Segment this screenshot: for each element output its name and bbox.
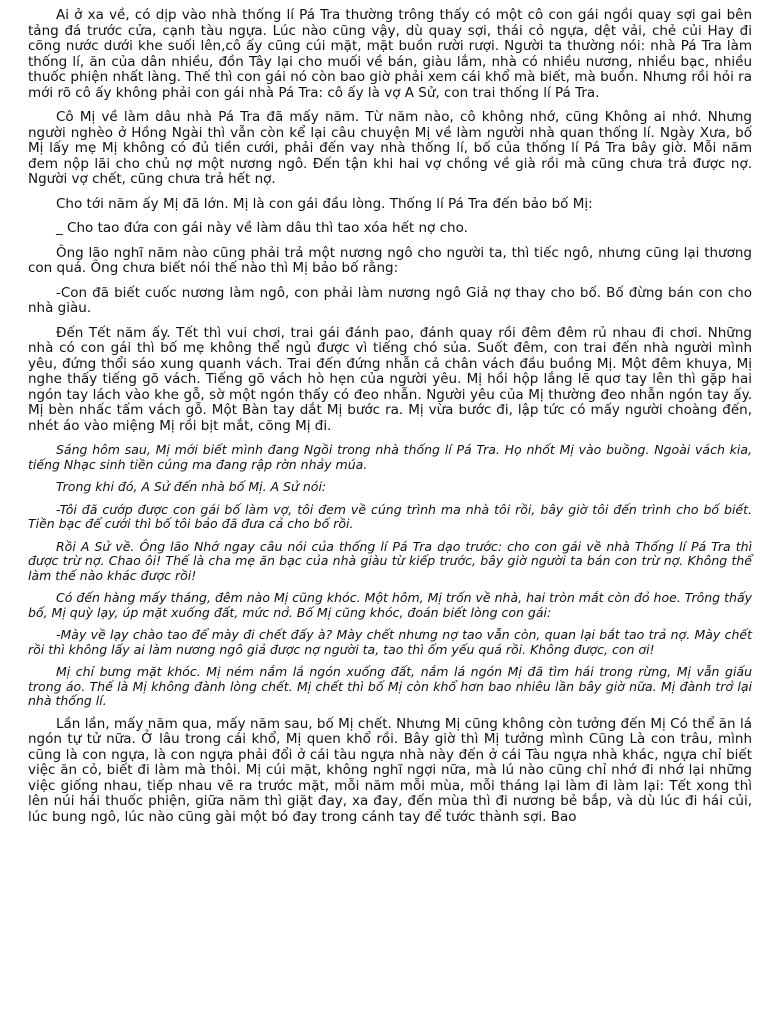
paragraph: Ai ở xa về, có dịp vào nhà thống lí Pá Tra thường trông thấy có một cô con gái ngồi quay sợi gai bên tảng đá trước cửa, cạnh tàu ngựa. Lúc nào cũng vậy, dù quay sợi, thái cỏ ngựa, dệt vải, chẻ củi Hay đi cõng nước dưới khe suối lên,cô ấy cũng cúi mặt, mặt buồn rười rượi. Người ta thường nói: nhà Pá Tra làm thống lí, ăn của dân nhiều, đồn Tây lại cho muối về bán, giàu lắm, nhà có nhiều nương, nhiều bạc, nhiều thuốc phiện nhất làng. Thế thì con gái nó còn bao giờ phải xem cái khổ mà biết, mà buồn. Nhưng rồi hỏi ra mới rõ cô ấy không phải con gái nhà Pá Tra: cô ấy là vợ A Sử, con trai thống lí Pá Tra.	[28, 7, 752, 101]
italic-paragraph: -Mày về lạy chào tao để mày đi chết đấy à? Mày chết nhưng nợ tao vẫn còn, quan lại bắt tao trả nợ. Mày chết rồi thì không lấy ai làm nương ngô giả được nợ người ta, tao thì ốm yếu quá rồi. Không được, con ơi!	[28, 627, 752, 657]
paragraph: -Con đã biết cuốc nương làm ngô, con phải làm nương ngô Giả nợ thay cho bố. Bố đừng bán con cho nhà giàu.	[28, 284, 752, 316]
italic-paragraph: -Tôi đã cướp được con gái bố làm vợ, tôi đem về cúng trình ma nhà tôi rồi, bây giờ tôi đến trình cho bố biết. Tiền bạc để cưới thì bố tôi bảo đã đưa cả cho bố rồi.	[28, 501, 752, 531]
paragraph: Cô Mị về làm dâu nhà Pá Tra đã mấy năm. Từ năm nào, cô không nhớ, cũng Không ai nhớ. Nhưng người nghèo ở Hồng Ngài thì vẫn còn kể lại câu chuyện Mị về làm người nhà quan thống lí. Ngày Xưa, bố Mị lấy mẹ Mị không có đủ tiền cưới, phải đến vay nhà thống lí, bố của thống lí Pá Tra bây giờ. Mỗi năm đem nộp lãi cho chủ nợ một nương ngô. Đến tận khi hai vợ chồng về già rồi mà cũng chưa trả được nợ. Người vợ chết, cũng chưa trả hết nợ.	[28, 109, 752, 187]
paragraph: _ Cho tao đứa con gái này về làm dâu thì tao xóa hết nợ cho.	[56, 220, 468, 236]
italic-paragraph: Trong khi đó, A Sử đến nhà bố Mị. A Sử nói:	[56, 479, 327, 494]
italic-paragraph: Mị chỉ bưng mặt khóc. Mị ném nắm lá ngón xuống đất, nắm lá ngón Mị đã tìm hái trong rừng, Mị vẫn giấu trong áo. Thế là Mị không đành lòng chết. Mị chết thì bố Mị còn khổ hơn bao nhiêu lần bây giờ nữa. Mị đành trở lại nhà thống lí.	[28, 664, 752, 708]
italic-paragraph: Sáng hôm sau, Mị mới biết mình đang Ngồi trong nhà thống lí Pá Tra. Họ nhốt Mị vào buồng. Ngoài vách kia, tiếng Nhạc sinh tiền cúng ma đang rập rờn nhảy múa.	[28, 442, 752, 472]
italic-paragraph: Có đến hàng mấy tháng, đêm nào Mị cũng khóc. Một hôm, Mị trốn về nhà, hai tròn mắt còn đỏ hoe. Trông thấy bố, Mị quỳ lạy, úp mặt xuống đất, mức nở. Bố Mị cũng khóc, đoán biết lòng con gái:	[28, 590, 752, 620]
paragraph: Ông lão nghĩ năm nào cũng phải trả một nương ngô cho người ta, thì tiếc ngô, nhưng cũng lại thương con quá. Ông chưa biết nói thế nào thì Mị bảo bố rằng:	[28, 244, 752, 276]
paragraph: Cho tới năm ấy Mị đã lớn. Mị là con gái đầu lòng. Thống lí Pá Tra đến bảo bố Mị:	[56, 195, 593, 212]
italic-paragraph: Rồi A Sử về. Ông lão Nhớ ngay câu nói của thống lí Pá Tra dạo trước: cho con gái về nhà Thống lí Pá Tra thì được trừ nợ. Chao ôi! Thế là cha mẹ ăn bạc của nhà giàu từ kiếp trước, bây giờ người ta bán con trừ nợ. Không thể làm thế nào khác được rồi!	[28, 538, 752, 583]
paragraph: Đến Tết năm ấy. Tết thì vui chơi, trai gái đánh pao, đánh quay rồi đêm đêm rủ nhau đi chơi. Những nhà có con gái thì bố mẹ không thể ngủ được vì tiếng chó sủa. Suốt đêm, con trai đến nhà người mình yêu, đứng thổi sáo xung quanh vách. Trai đến đứng nhẫn cả chân vách đầu buồng Mị. Một đêm khuya, Mị nghe thấy tiếng gõ vách. Tiếng gõ vách hò hẹn của người yêu. Mị hồi hộp lắng lẽ quơ tay lên thì gặp hai ngón tay lách vào khe gỗ, sờ một ngón thấy có đeo nhẫn. Người yêu của Mị thường đeo nhẫn ngón tay ấy. Mị bèn nhấc tấm vách gỗ. Một Bàn tay dắt Mị bước ra. Mị vừa bước đi, lập tức có mấy người choàng đến, nhét áo vào miệng Mị rồi bịt mắt, cõng Mị đi.	[28, 324, 752, 434]
final-paragraph: Lần lần, mấy năm qua, mấy năm sau, bố Mị chết. Nhưng Mị cũng không còn tưởng đến Mị Có thể ăn lá ngón tự tử nữa. Ở lâu trong cái khổ, Mị quen khổ rồi. Bây giờ thì Mị tưởng mình Cũng Là con trâu, mình cũng là con ngựa, là con ngựa phải đổi ở cái tàu ngựa nhà này đến ở cái Tàu ngựa nhà khác, ngựa chỉ biết việc ăn cỏ, biết đi làm mà thôi. Mị cúi mặt, không nghĩ ngợi nữa, mà lú nào cũng chỉ nhớ đi nhớ lại những việc giống nhau, tiếp nhau vẽ ra trước mặt, mỗi năm mỗi mùa, mỗi tháng lại làm đi làm lại: Tết xong thì lên núi hái thuốc phiện, giữa năm thì giặt đay, xa đay, đến mùa thì đi nương bẻ bắp, và dù lúc đi hái củi, lúc bung ngô, lúc nào cũng gài một bó đay trong cánh tay để tước thành sợi. Bao	[28, 715, 752, 825]
